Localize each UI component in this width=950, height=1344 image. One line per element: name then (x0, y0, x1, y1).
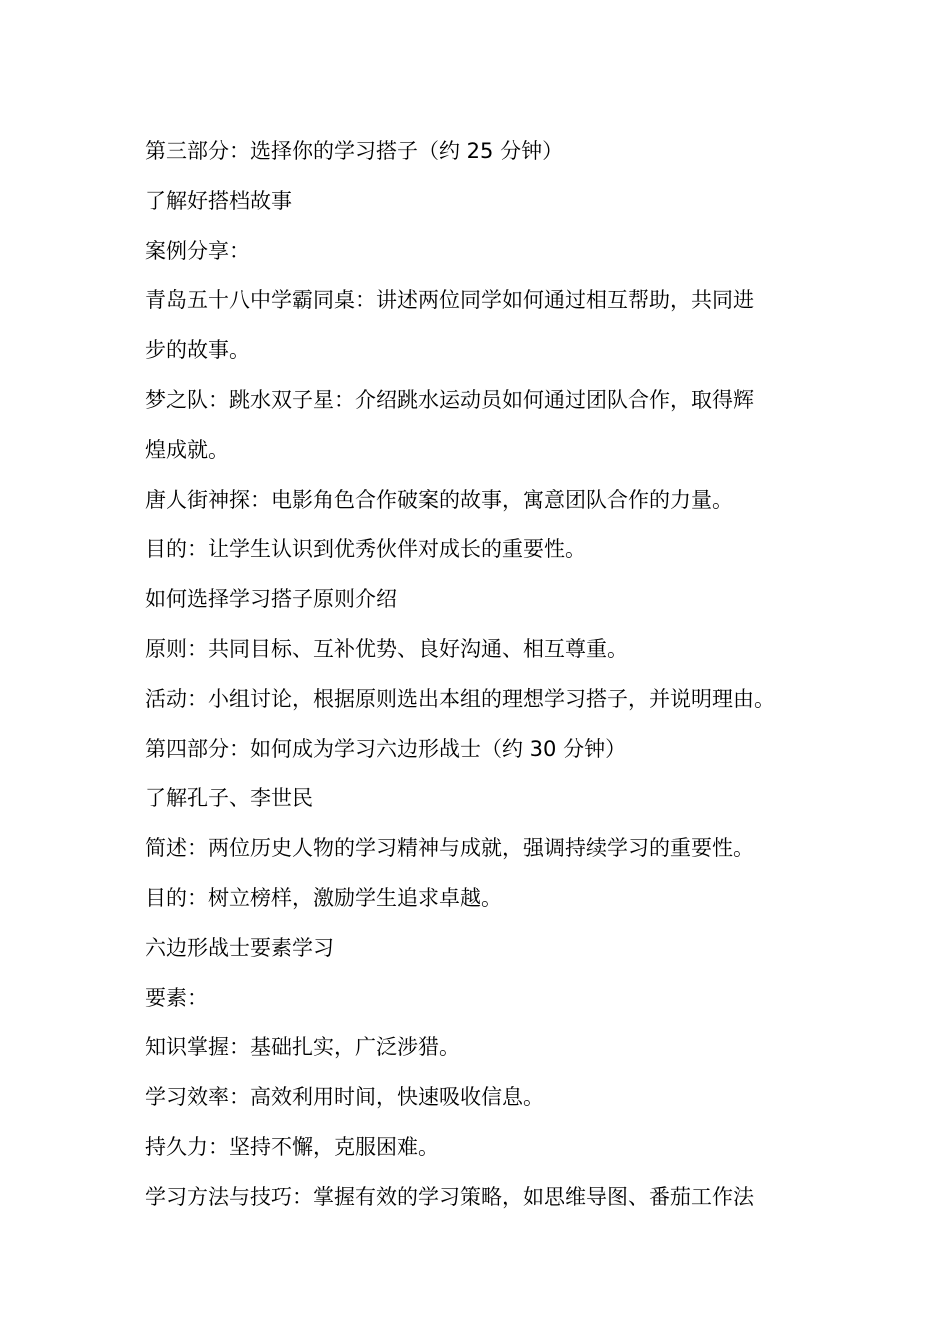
text-line: 简述：两位历史人物的学习精神与成就，强调持续学习的重要性。 (145, 836, 754, 861)
document-body (145, 127, 810, 1223)
text-line: 步的故事。 (145, 338, 250, 363)
subheading-partner-stories: 了解好搭档故事 (145, 188, 292, 213)
text-line: 学习方法与技巧：掌握有效的学习策略，如思维导图、番茄工作法 (145, 1184, 754, 1209)
text-line: 活动：小组讨论，根据原则选出本组的理想学习搭子，并说明理由。 (145, 686, 775, 711)
text-line: 知识掌握：基础扎实，广泛涉猎。 (145, 1035, 460, 1060)
subheading-selection-principles: 如何选择学习搭子原则介绍 (145, 587, 397, 612)
text-line: 目的：树立榜样，激励学生追求卓越。 (145, 885, 502, 910)
text-line: 学习效率：高效利用时间，快速吸收信息。 (145, 1085, 544, 1110)
text-line: 原则：共同目标、互补优势、良好沟通、相互尊重。 (145, 636, 628, 661)
subheading-historical-figures: 了解孔子、李世民 (145, 786, 313, 811)
text-line: 煌成就。 (145, 437, 229, 462)
subheading-hexagon-elements: 六边形战士要素学习 (145, 935, 334, 960)
text-line: 梦之队：跳水双子星：介绍跳水运动员如何通过团队合作，取得辉 (145, 387, 754, 412)
text-line: 案例分享： (145, 238, 250, 263)
text-line: 目的：让学生认识到优秀伙伴对成长的重要性。 (145, 537, 586, 562)
text-line: 青岛五十八中学霸同桌：讲述两位同学如何通过相互帮助，共同进 (145, 288, 754, 313)
text-line: 要素： (145, 985, 208, 1010)
text-line: 唐人街神探：电影角色合作破案的故事，寓意团队合作的力量。 (145, 487, 733, 512)
section-heading-part-four: 第四部分：如何成为学习六边形战士（约 30 分钟） (145, 736, 627, 761)
text-line: 持久力：坚持不懈，克服困难。 (145, 1134, 439, 1159)
section-heading-part-three: 第三部分：选择你的学习搭子（约 25 分钟） (145, 139, 564, 163)
